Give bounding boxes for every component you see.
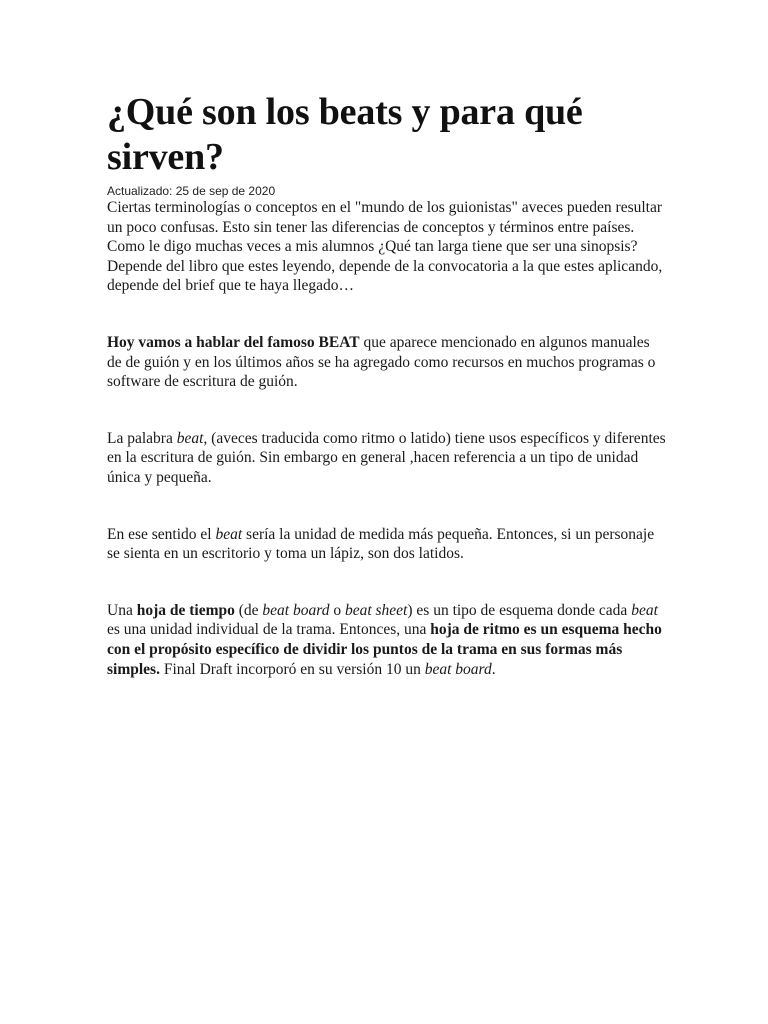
article	[107, 90, 667, 679]
paragraph-text: que aparece mencionado en algunos manuales de de guión y en los últimos años se ha agregado como recursos en muchos programas o software de escritura de guión.	[107, 333, 656, 391]
paragraph-text: (de	[234, 601, 263, 619]
paragraph-beat-board	[107, 601, 667, 679]
paragraph-text: Una	[107, 601, 137, 619]
italic-text: beat sheet	[344, 601, 408, 619]
paragraph-text: La palabra	[107, 429, 177, 447]
paragraph-intro: Ciertas terminologías o conceptos en el "mundo de los guionistas" aveces pueden resultar un poco confusas. Esto sin tener las diferencias de conceptos y términos entre países. Como le digo muchas veces a mis alumnos ¿Qué tan larga tiene que ser una sinopsis? Depende del libro que estes leyendo, depende de la convocatoria a la que estes aplicando, depende del brief que te haya llegado…	[107, 199, 663, 295]
bold-text: hoja de tiempo	[136, 601, 235, 619]
paragraph-text: o	[329, 601, 345, 619]
paragraph-text: Final Draft incorporó en su versión 10 un	[159, 660, 425, 678]
paragraph-beat-unit	[107, 525, 667, 564]
italic-text: beat board	[262, 601, 330, 619]
paragraph-text: sería la unidad de medida más pequeña. Entonces, si un personaje se sienta en un escritorio y toma un lápiz, son dos latidos.	[107, 525, 655, 563]
paragraph-beat-intro	[107, 333, 667, 392]
italic-text: beat	[215, 525, 243, 543]
updated-date: Actualizado: 25 de sep de 2020	[107, 184, 276, 198]
paragraph-text: ) es un tipo de esquema donde cada	[407, 601, 632, 619]
article-title: ¿Qué son los beats y para qué sirven?	[107, 91, 583, 178]
paragraph-text: .	[491, 660, 496, 678]
italic-text: beat,	[176, 429, 208, 447]
italic-text: beat board	[424, 660, 492, 678]
italic-text: beat	[631, 601, 658, 619]
paragraph-text: es una unidad individual de la trama. Entonces, una	[107, 621, 431, 639]
bold-text: hoja de ritmo es un esquema hecho con el propósito específico de dividir los puntos de la trama en sus formas más simples.	[107, 621, 662, 678]
paragraph-text: En ese sentido el	[107, 525, 216, 543]
paragraph-text: (aveces traducida como ritmo o latido) tiene usos específicos y diferentes en la escritura de guión. Sin embargo en general ,hacen referencia a un tipo de unidad única y pequeña.	[107, 429, 666, 486]
bold-text: Hoy vamos a hablar del famoso BEAT	[107, 333, 360, 351]
paragraph-beat-definition	[107, 429, 667, 488]
